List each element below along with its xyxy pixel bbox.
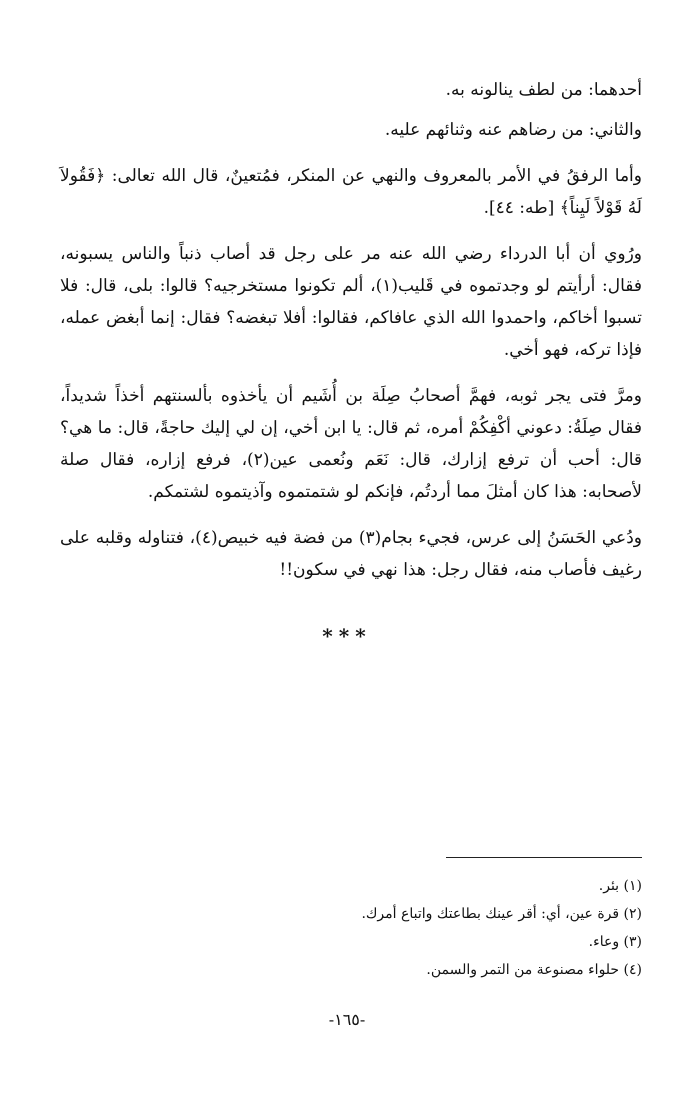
paragraph-second-benefit: والثاني: من رضاهم عنه وثنائهم عليه. bbox=[384, 120, 642, 140]
paragraph-first-benefit: أحدهما: من لطف ينالونه به. bbox=[445, 80, 642, 100]
paragraph-hasan-story: ودُعي الحَسَنُ إلى عرس، فجيء بجام(٣) من فضة فيه خبيص(٤)، فتناوله وقلبه على رغيف فأصاب منه، فقال رجل: هذا نهي في سكون!! bbox=[60, 528, 642, 580]
footnote-divider bbox=[446, 857, 642, 858]
footnote-4: (٤) حلواء مصنوعة من التمر والسمن. bbox=[426, 962, 642, 978]
paragraph-sila-story: ومرَّ فتى يجر ثوبه، فهمَّ أصحابُ صِلَة بن أُشَيم أن يأخذوه بألسنتهم أخذاً شديداً، فقال صِلَةُ: دعوني أكْفِكُمْ أمره، ثم قال: يا ابن أخي، إن لي إليك حاجةً، قال: ما هي؟ قال: أحب أن ترفع إزارك، قال: نَعَم ونُعمى عين(٢)، فرفع إزاره، فقال صلة لأصحابه: هذا كان أمثلَ مما أردتُم، فإنكم لو شتمتموه وآذيتموه لشتمكم. bbox=[60, 386, 642, 502]
page-number: -١٦٥- bbox=[328, 1010, 366, 1029]
footnotes bbox=[60, 872, 642, 984]
paragraph-abu-darda-story: ورُوي أن أبا الدرداء رضي الله عنه مر على رجل قد أصاب ذنباً والناس يسبونه، فقال: أرأيتم لو وجدتموه في قَليب(١)، ألم تكونوا مستخرجيه؟ قالوا: بلى، قال: فلا تسبوا أخاكم، واحمدوا الله الذي عافاكم، فقالوا: أفلا تبغضه؟ فقال: إنما أبغض عمله، فإذا تركه، فهو أخي. bbox=[60, 244, 642, 360]
paragraph-gentleness-quran: وأما الرفقُ في الأمر بالمعروف والنهي عن المنكر، فمُتعينٌ، قال الله تعالى: ﴿فَقُولاَ لَهُ قَوْلاً لَيِناً﴾ [طه: ٤٤]. bbox=[60, 166, 642, 218]
section-separator: *** bbox=[322, 624, 372, 648]
main-text bbox=[60, 74, 642, 600]
footnote-3: (٣) وعاء. bbox=[588, 934, 642, 950]
footnote-2: (٢) قرة عين، أي: أقر عينك بطاعتك واتباع أمرك. bbox=[361, 906, 642, 922]
footnote-1: (١) بئر. bbox=[598, 878, 642, 894]
